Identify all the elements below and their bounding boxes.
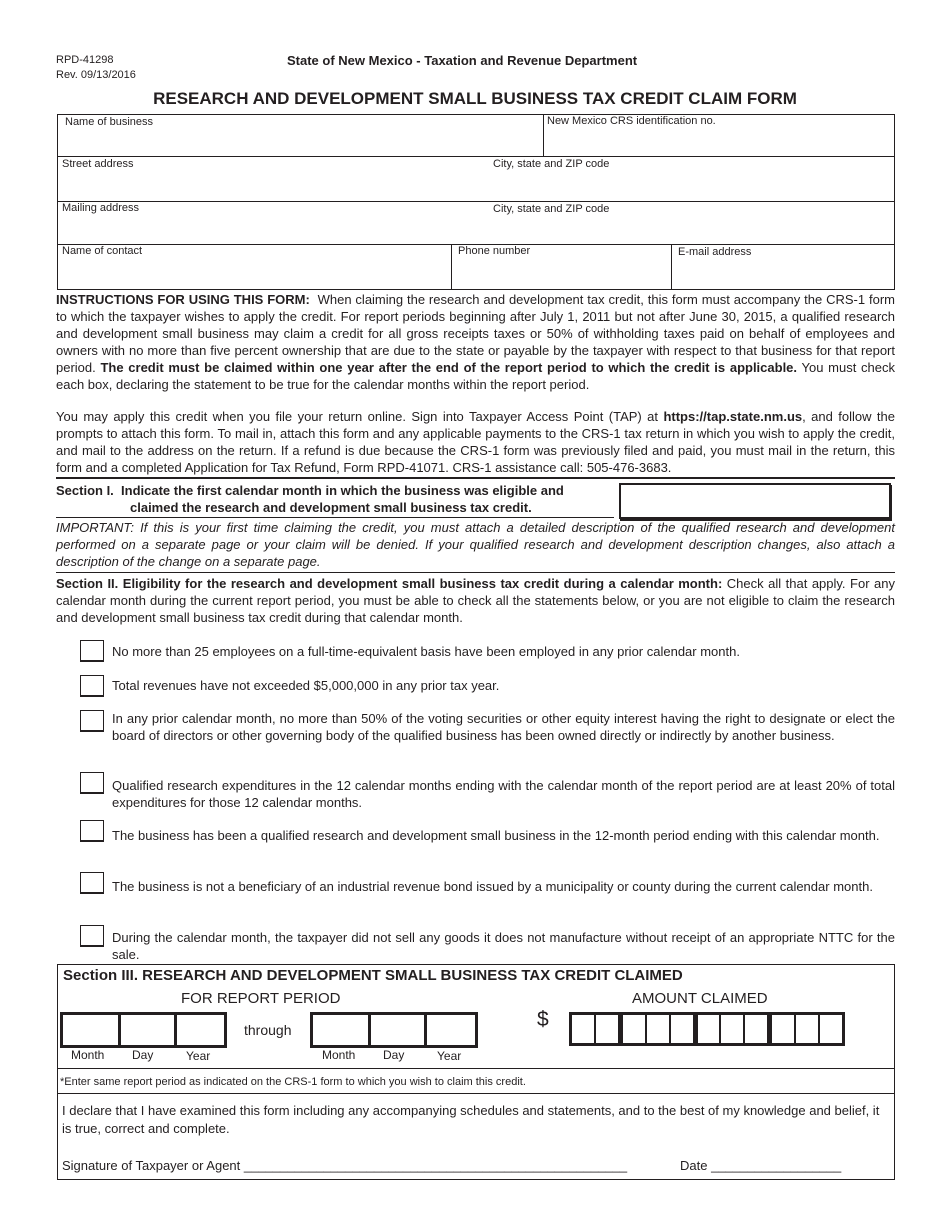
section2-intro bbox=[56, 575, 895, 626]
declaration-text: I declare that I have examined this form including any accompanying schedules and statements, and to the best of my knowledge and belief, it is true, correct and complete. bbox=[62, 1103, 880, 1136]
email-input[interactable] bbox=[678, 261, 894, 289]
crs-id-input[interactable] bbox=[547, 131, 893, 155]
online-text-1: You may apply this credit when you file your return online. Sign into Taxpayer Access Point (TAP) at bbox=[56, 409, 659, 424]
city-state-zip-label: City, state and ZIP code bbox=[493, 158, 610, 170]
online-filing-paragraph bbox=[56, 408, 895, 476]
row-divider bbox=[58, 201, 894, 202]
mailing-address-label: Mailing address bbox=[62, 202, 140, 214]
eligibility-checkbox-5[interactable] bbox=[80, 820, 104, 842]
thousands-separator: , bbox=[692, 1027, 697, 1042]
instructions-heading: INSTRUCTIONS FOR USING THIS FORM: bbox=[56, 292, 310, 307]
amount-cents-digit[interactable] bbox=[818, 1015, 842, 1043]
report-period-footnote: *Enter same report period as indicated on the CRS-1 form to which you wish to claim this credit. bbox=[60, 1076, 526, 1088]
instructions-text-2: You must check each box, declaring the statement to be true for the calendar months within the report period. bbox=[56, 360, 895, 392]
revision-date: Rev. 09/13/2016 bbox=[56, 69, 136, 81]
eligibility-checkbox-3[interactable] bbox=[80, 710, 104, 732]
amount-digit[interactable] bbox=[719, 1015, 743, 1043]
col-divider bbox=[671, 244, 672, 290]
section1-heading bbox=[56, 482, 564, 516]
eligibility-checkbox-4[interactable] bbox=[80, 772, 104, 794]
business-info-table bbox=[57, 114, 895, 290]
section1-important-note: IMPORTANT: If this is your first time claiming the credit, you must attach a detailed description of the qualified research and development performed on a separate page or your claim will be denied. If your qualified research and development description changes, also attach a description of the change on a separate page. bbox=[56, 520, 895, 569]
business-name-input[interactable] bbox=[62, 131, 542, 155]
amount-digit[interactable] bbox=[743, 1015, 767, 1043]
eligibility-statement-4: Qualified research expenditures in the 12 calendar months ending with the calendar month of the report period are at least 20% of total expenditures for those 12 calendar months. bbox=[112, 778, 895, 810]
business-name-label: Name of business bbox=[65, 116, 154, 128]
amount-digit[interactable] bbox=[618, 1015, 645, 1043]
amount-digit[interactable] bbox=[767, 1015, 794, 1043]
section-divider bbox=[56, 572, 895, 573]
dollar-sign: $ bbox=[537, 1008, 549, 1031]
eligibility-statement-7: During the calendar month, the taxpayer did not sell any goods it does not manufacture without receipt of an appropriate NTTC for the sale. bbox=[112, 930, 895, 962]
section1-title-line1: Indicate the first calendar month in which the business was eligible and bbox=[121, 483, 564, 498]
amount-digit[interactable] bbox=[594, 1015, 618, 1043]
street-address-label: Street address bbox=[62, 158, 134, 170]
report-period-end bbox=[310, 1012, 478, 1048]
section-divider bbox=[56, 517, 614, 518]
start-year-label: Year bbox=[186, 1049, 211, 1063]
report-period-start bbox=[60, 1012, 227, 1048]
end-year-box[interactable] bbox=[424, 1015, 475, 1045]
signature-label: Signature of Taxpayer or Agent bbox=[62, 1158, 241, 1173]
section-divider bbox=[57, 1093, 895, 1094]
section1-label: Section I. bbox=[56, 483, 114, 498]
street-address-input[interactable] bbox=[62, 174, 486, 200]
instructions-paragraph bbox=[56, 291, 895, 393]
signature-row bbox=[62, 1158, 627, 1173]
amount-cents-digit[interactable] bbox=[794, 1015, 818, 1043]
amount-digit[interactable] bbox=[645, 1015, 669, 1043]
section-divider bbox=[57, 1068, 895, 1069]
end-day-label: Day bbox=[383, 1048, 405, 1062]
instructions-bold-text: The credit must be claimed within one year after the end of the report period to which the credit is applicable. bbox=[100, 360, 798, 375]
col-divider bbox=[543, 115, 544, 156]
date-label: Date bbox=[680, 1158, 708, 1173]
email-label: E-mail address bbox=[678, 246, 752, 258]
eligibility-checkbox-7[interactable] bbox=[80, 925, 104, 947]
eligibility-statement-6: The business is not a beneficiary of an industrial revenue bond issued by a municipality or county during the current calendar month. bbox=[112, 879, 873, 894]
mailing-city-state-zip-label: City, state and ZIP code bbox=[493, 203, 610, 215]
amount-claimed-boxes bbox=[569, 1012, 845, 1046]
start-year-box[interactable] bbox=[174, 1015, 224, 1045]
eligibility-checkbox-1[interactable] bbox=[80, 640, 104, 662]
start-month-box[interactable] bbox=[63, 1015, 118, 1045]
contact-name-input[interactable] bbox=[62, 261, 450, 289]
start-day-box[interactable] bbox=[118, 1015, 174, 1045]
crs-id-label: New Mexico CRS identification no. bbox=[547, 115, 716, 127]
date-line[interactable]: __________________ bbox=[711, 1158, 842, 1173]
col-divider bbox=[451, 244, 452, 290]
form-title: RESEARCH AND DEVELOPMENT SMALL BUSINESS TAX CREDIT CLAIM FORM bbox=[153, 89, 797, 108]
amount-digit[interactable] bbox=[572, 1015, 594, 1043]
section1-title-line2: claimed the research and development small business tax credit. bbox=[130, 500, 532, 515]
phone-input[interactable] bbox=[458, 261, 670, 289]
section3-title: Section III. RESEARCH AND DEVELOPMENT SMALL BUSINESS TAX CREDIT CLAIMED bbox=[63, 967, 683, 984]
mailing-city-state-zip-input[interactable] bbox=[493, 218, 893, 244]
eligibility-statement-1: No more than 25 employees on a full-time-equivalent basis have been employed in any prior calendar month. bbox=[112, 644, 740, 659]
eligibility-checkbox-2[interactable] bbox=[80, 675, 104, 697]
thousands-separator: , bbox=[617, 1027, 622, 1042]
start-day-label: Day bbox=[132, 1048, 154, 1062]
end-month-box[interactable] bbox=[313, 1015, 368, 1045]
eligibility-statement-5: The business has been a qualified research and development small business in the 12-month period ending with this calendar month. bbox=[112, 828, 880, 843]
section2-intro-text: Check all that apply. For any calendar month during the current report period, you must be able to check all the statements below, or you are not eligible to claim the research and development small business tax credit during that calendar month. bbox=[56, 576, 895, 625]
section-divider bbox=[56, 477, 895, 479]
online-text-2: , and follow the prompts to attach this form. To mail in, attach this form and any applicable payments to the CRS-1 tax return in which you wish to apply the credit, and mail to the address on the return. If a refund is due because the CRS-1 form was previously filed and paid, you must mail in the return, this form and a completed Application for Tax Refund, Form RPD-41071. CRS-1 assistance call: 505-476-3683. bbox=[56, 409, 895, 475]
department-name: State of New Mexico - Taxation and Revenue Department bbox=[287, 53, 638, 68]
phone-label: Phone number bbox=[458, 245, 531, 257]
first-eligible-month-input[interactable] bbox=[619, 483, 891, 519]
eligibility-statement-2: Total revenues have not exceeded $5,000,000 in any prior tax year. bbox=[112, 678, 500, 693]
form-number: RPD-41298 bbox=[56, 54, 114, 66]
amount-digit[interactable] bbox=[669, 1015, 693, 1043]
contact-name-label: Name of contact bbox=[62, 245, 143, 257]
eligibility-statement-3: In any prior calendar month, no more than 50% of the voting securities or other equity interest having the right to designate or elect the board of directors or other governing body of the qualified business has been owned directly or indirectly by another business. bbox=[112, 711, 895, 743]
mailing-address-input[interactable] bbox=[62, 218, 486, 244]
end-day-box[interactable] bbox=[368, 1015, 424, 1045]
end-year-label: Year bbox=[437, 1049, 462, 1063]
through-label: through bbox=[244, 1022, 292, 1038]
report-period-label: FOR REPORT PERIOD bbox=[181, 990, 341, 1007]
tap-url-link[interactable]: https://tap.state.nm.us bbox=[663, 409, 803, 424]
date-row bbox=[680, 1158, 841, 1173]
amount-claimed-label: AMOUNT CLAIMED bbox=[632, 990, 768, 1007]
eligibility-checkbox-6[interactable] bbox=[80, 872, 104, 894]
start-month-label: Month bbox=[71, 1048, 105, 1062]
decimal-point: . bbox=[767, 1027, 771, 1042]
section2-heading: Section II. Eligibility for the research and development small business tax credit during a calendar month: bbox=[56, 576, 723, 591]
end-month-label: Month bbox=[322, 1048, 356, 1062]
signature-line[interactable]: _____________________________________________________ bbox=[243, 1158, 628, 1173]
city-state-zip-input[interactable] bbox=[493, 174, 893, 200]
instructions-text-1: When claiming the research and development tax credit, this form must accompany the CRS-1 form to which the taxpayer wishes to apply the credit. For report periods beginning after July 1, 2011 but not after June 30, 2015, a qualified research and development small business may claim a credit for all gross receipts taxes or 50% of withholding taxes paid on behalf of employees and owners with no more than five percent ownership that are due to the state or payable by the taxpayer with respect to that business for that report period. bbox=[56, 292, 895, 375]
row-divider bbox=[58, 156, 894, 157]
amount-digit[interactable] bbox=[693, 1015, 720, 1043]
